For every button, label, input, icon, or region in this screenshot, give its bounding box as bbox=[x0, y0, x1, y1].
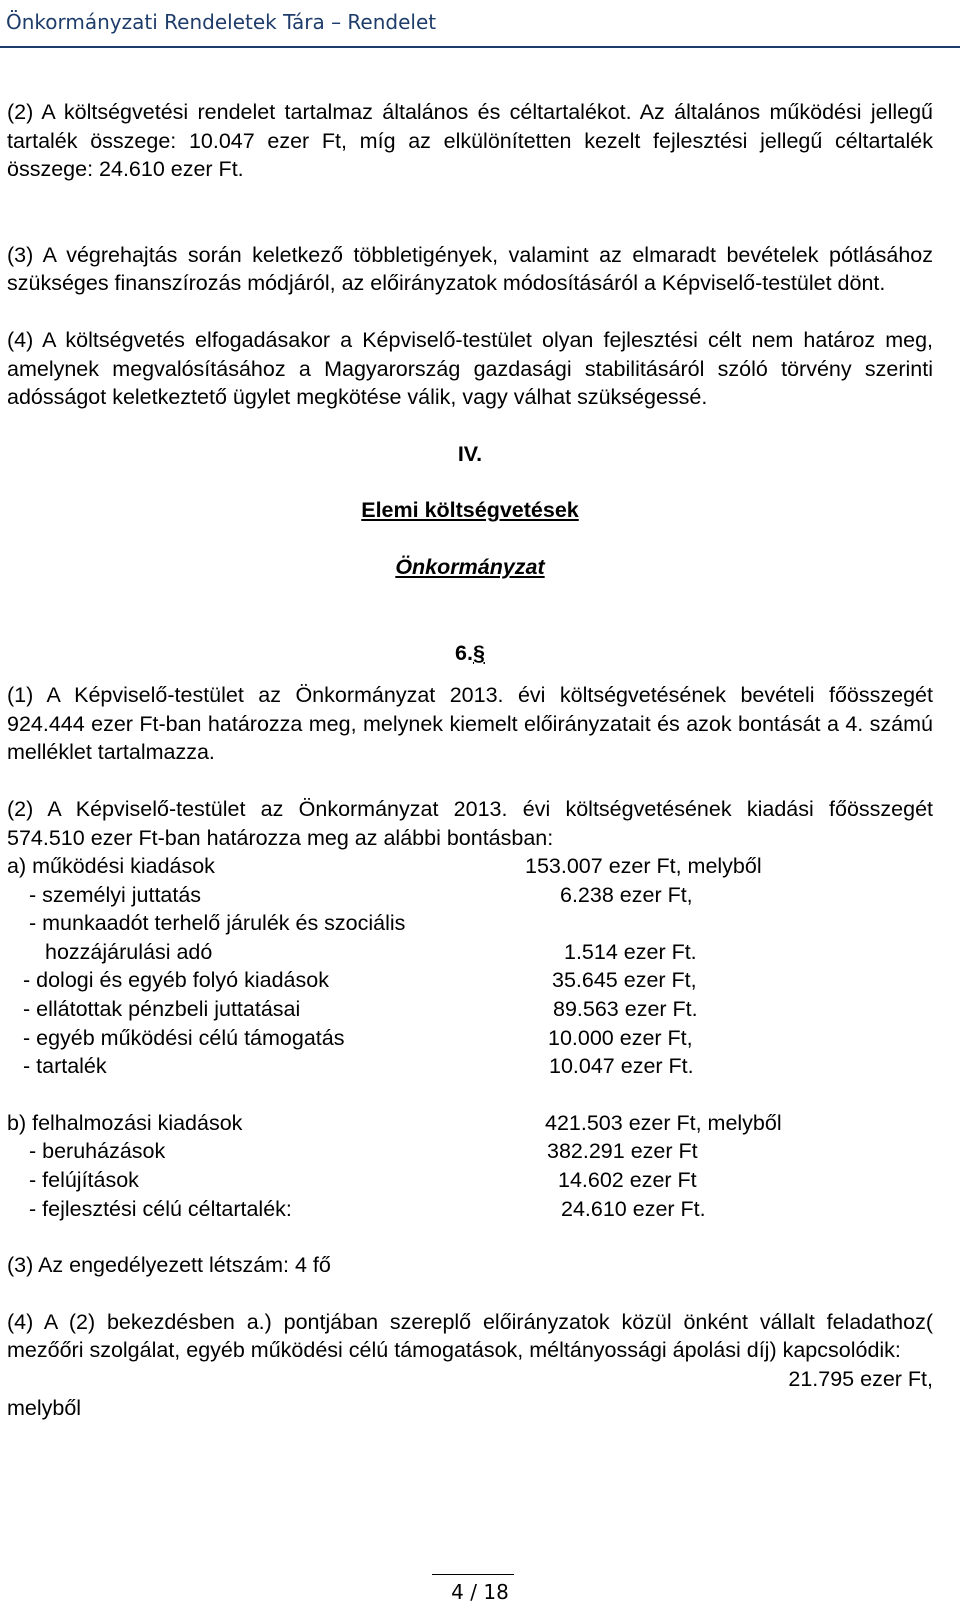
breakdown-row bbox=[7, 1052, 933, 1081]
breakdown-row bbox=[7, 938, 933, 967]
breakdown-label: hozzájárulási adó bbox=[45, 939, 213, 964]
breakdown-value: 35.645 ezer Ft, bbox=[552, 968, 697, 993]
breakdown-value: 24.610 ezer Ft. bbox=[561, 1196, 706, 1221]
operating-expenses-row bbox=[7, 852, 933, 881]
breakdown-label: - egyéb működési célú támogatás bbox=[23, 1025, 345, 1050]
breakdown-label: - fejlesztési célú céltartalék: bbox=[29, 1196, 292, 1221]
footer-divider bbox=[432, 1574, 514, 1575]
breakdown-row bbox=[7, 995, 933, 1024]
page-header bbox=[0, 0, 960, 48]
breakdown-label: - felújítások bbox=[29, 1168, 139, 1193]
paragraph-3-3: (3) A végrehajtás során keletkező többletigények, valamint az elmaradt bevételek pótlásához szükséges finanszírozás módjáról, az előirányzatok módosításáról a Képviselő-testület dönt. bbox=[7, 242, 933, 296]
breakdown-row bbox=[7, 1166, 933, 1195]
header-title: Önkormányzati Rendeletek Tára – Rendelet bbox=[6, 10, 437, 34]
breakdown-value: 89.563 ezer Ft. bbox=[553, 997, 698, 1022]
section-number: 6. bbox=[455, 640, 473, 665]
breakdown-row bbox=[7, 966, 933, 995]
paragraph-6-4-tail: melyből bbox=[7, 1395, 82, 1420]
paragraph-6-4 bbox=[7, 1308, 933, 1391]
paragraph-6-1: (1) A Képviselő-testület az Önkormányzat 2013. évi költségvetésének bevételi főösszegét 924.444 ezer Ft-ban határozza meg, melynek kiemelt előirányzatait és azok bontását a 4. számú melléklet tartalmazza. bbox=[7, 683, 933, 765]
document-body bbox=[7, 98, 933, 1422]
capital-expenses-label: b) felhalmozási kiadások bbox=[7, 1110, 243, 1135]
breakdown-label: - beruházások bbox=[29, 1139, 166, 1164]
section-mark: § bbox=[472, 640, 485, 665]
breakdown-label: - személyi juttatás bbox=[29, 882, 202, 907]
breakdown-value: 14.602 ezer Ft bbox=[558, 1168, 697, 1193]
breakdown-value: 10.000 ezer Ft, bbox=[548, 1025, 693, 1050]
page-footer bbox=[0, 1574, 960, 1609]
chapter-number: IV. bbox=[457, 441, 483, 466]
operating-expenses-label: a) működési kiadások bbox=[7, 854, 215, 879]
section-6-heading bbox=[7, 639, 933, 668]
chapter-title: Elemi költségvetések bbox=[361, 498, 579, 523]
paragraph-3-2: (2) A költségvetési rendelet tartalmaz általános és céltartalékot. Az általános működési jellegű tartalék összege: 10.047 ezer Ft, míg az elkülönítetten kezelt fejlesztési jellegű céltartalék összege: 24.610 ezer Ft. bbox=[7, 100, 933, 182]
chapter-subtitle: Önkormányzat bbox=[395, 554, 545, 579]
breakdown-row bbox=[7, 1195, 933, 1224]
breakdown-value: 1.514 ezer Ft. bbox=[564, 939, 697, 964]
capital-expenses-row bbox=[7, 1109, 933, 1138]
breakdown-row bbox=[7, 881, 933, 910]
breakdown-label: - tartalék bbox=[23, 1054, 107, 1079]
breakdown-row bbox=[7, 1024, 933, 1053]
operating-expenses-value: 153.007 ezer Ft, melyből bbox=[525, 854, 762, 879]
page-number: 4 / 18 bbox=[451, 1580, 509, 1604]
breakdown-value: 382.291 ezer Ft bbox=[547, 1139, 698, 1164]
paragraph-6-3: (3) Az engedélyezett létszám: 4 fő bbox=[7, 1253, 331, 1278]
breakdown-row bbox=[7, 1137, 933, 1166]
capital-expenses-value: 421.503 ezer Ft, melyből bbox=[545, 1110, 782, 1135]
breakdown-label: - ellátottak pénzbeli juttatásai bbox=[23, 997, 301, 1022]
breakdown-row bbox=[7, 909, 933, 938]
breakdown-label: - munkaadót terhelő járulék és szociális bbox=[29, 911, 406, 936]
breakdown-value: 10.047 ezer Ft. bbox=[549, 1054, 694, 1079]
paragraph-6-4-value: 21.795 ezer Ft, bbox=[788, 1367, 933, 1391]
paragraph-3-4: (4) A költségvetés elfogadásakor a Képviselő-testület olyan fejlesztési célt nem határoz meg, amelynek megvalósításához a Magyarország gazdasági stabilitásáról szóló törvény szerinti adósságot keletkeztető ügylet megkötése válik, vagy válhat szükségessé. bbox=[7, 327, 933, 410]
paragraph-6-4-text: (4) A (2) bekezdésben a.) pontjában szereplő előirányzatok közül önként vállalt feladathoz( mezőőri szolgálat, egyéb működési célú támogatások, méltányossági ápolási díj) kapcsolódik: bbox=[7, 1309, 933, 1363]
breakdown-label: - dologi és egyéb folyó kiadások bbox=[23, 968, 329, 993]
paragraph-6-2: (2) A Képviselő-testület az Önkormányzat 2013. évi költségvetésének kiadási főösszegét 574.510 ezer Ft-ban határozza meg az alábbi bontásban: bbox=[7, 796, 933, 850]
breakdown-value: 6.238 ezer Ft, bbox=[560, 882, 693, 907]
